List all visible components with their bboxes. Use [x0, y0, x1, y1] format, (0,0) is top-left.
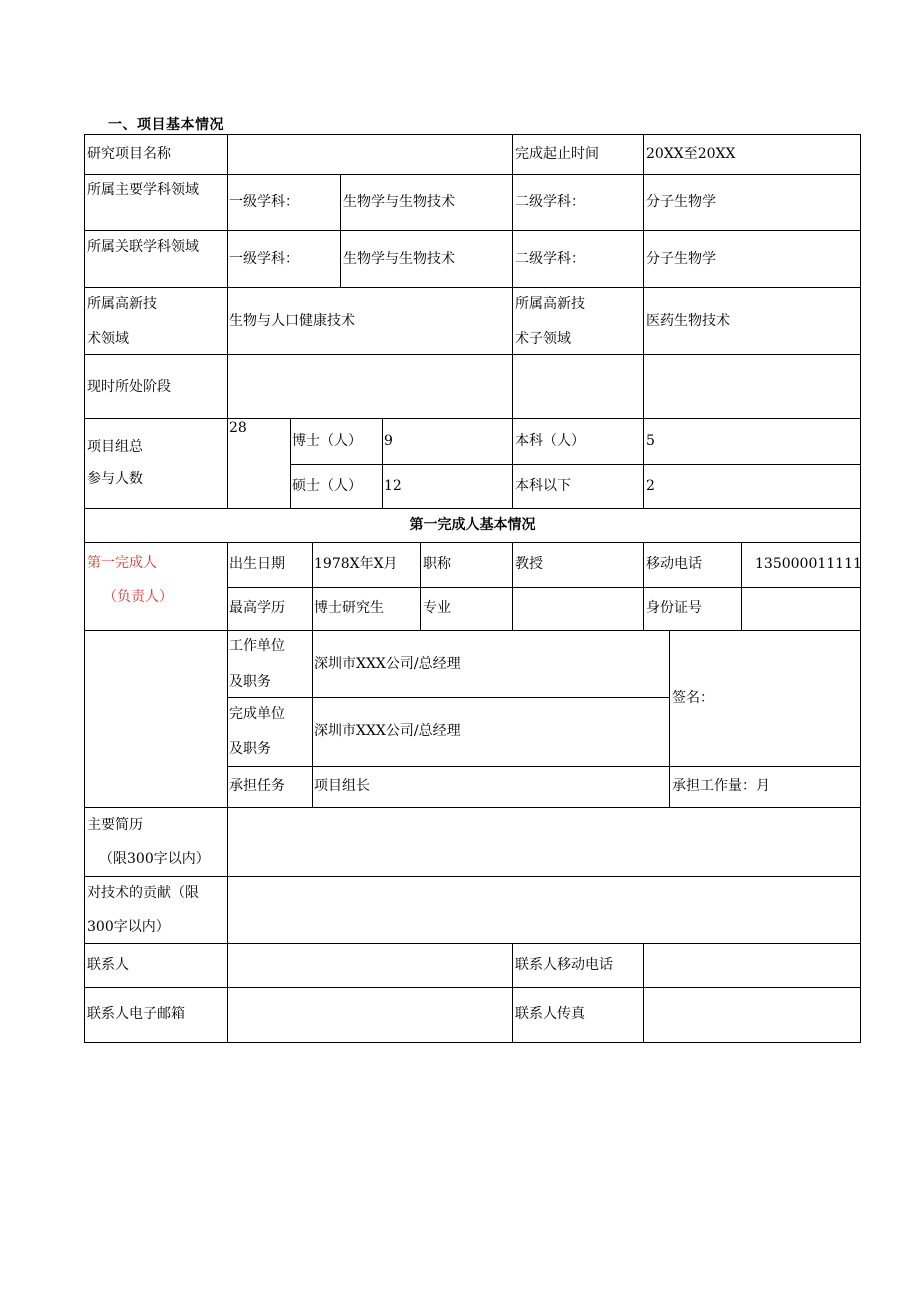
section-title: 一、项目基本情况	[108, 117, 224, 133]
complete-label-1: 完成单位	[229, 706, 285, 722]
main-level2-label: 二级学科：	[515, 194, 585, 210]
table-border	[84, 287, 861, 288]
contrib-label-2: 300字以内）	[87, 919, 170, 935]
resume-label-2: （限300字以内）	[99, 851, 210, 867]
table-border	[643, 134, 644, 508]
assoc-field-label: 所属关联学科领域	[87, 239, 199, 255]
table-border	[84, 630, 861, 631]
table-border	[741, 542, 742, 630]
table-border	[227, 697, 669, 698]
table-border	[512, 943, 513, 1043]
hitech-label-1: 所属高新技	[87, 296, 157, 312]
table-border	[290, 464, 861, 465]
mobile-label: 移动电话	[646, 556, 702, 572]
table-border	[312, 542, 313, 630]
table-border	[420, 542, 421, 630]
phd-label: 博士（人）	[292, 433, 362, 449]
workload-label: 承担工作量：月	[672, 778, 770, 794]
major-label: 专业	[423, 600, 451, 616]
hitech-sub-label-2: 术子领域	[515, 331, 571, 347]
birth-label: 出生日期	[229, 556, 285, 572]
stage-label: 现时所处阶段	[87, 379, 171, 395]
fax-label: 联系人传真	[515, 1006, 585, 1022]
table-border	[84, 134, 85, 1043]
master-label: 硕士（人）	[292, 478, 362, 494]
hitech-sub-value: 医药生物技术	[646, 313, 730, 329]
project-name-label: 研究项目名称	[87, 146, 171, 162]
phd-value: 9	[384, 433, 393, 449]
contrib-label-1: 对技术的贡献（限	[87, 885, 199, 901]
work-label-1: 工作单位	[229, 638, 285, 654]
main-level2-value: 分子生物学	[646, 194, 716, 210]
completion-time-label: 完成起止时间	[515, 146, 599, 162]
table-border	[643, 943, 644, 1043]
table-border	[84, 230, 861, 231]
table-border	[512, 134, 513, 508]
table-border	[290, 418, 291, 508]
table-border	[227, 134, 228, 508]
degree-label: 最高学历	[229, 600, 285, 616]
bachelor-value: 5	[646, 433, 655, 449]
complete-label-2: 及职务	[229, 741, 271, 757]
table-border	[84, 542, 861, 543]
team-label-1: 项目组总	[87, 439, 143, 455]
team-label-2: 参与人数	[87, 471, 143, 487]
table-border	[84, 134, 861, 135]
task-value: 项目组长	[314, 778, 370, 794]
table-border	[860, 134, 861, 1043]
below-bachelor-value: 2	[646, 478, 655, 494]
table-border	[227, 542, 228, 1043]
table-border	[643, 542, 644, 630]
team-total-value: 28	[229, 420, 247, 436]
id-label: 身份证号	[646, 600, 702, 616]
complete-value: 深圳市XXX公司/总经理	[314, 723, 461, 739]
title-value: 教授	[515, 556, 543, 572]
assoc-level2-label: 二级学科：	[515, 251, 585, 267]
table-border	[669, 630, 670, 807]
work-label-2: 及职务	[229, 674, 271, 690]
contact-label: 联系人	[87, 957, 129, 973]
hitech-value: 生物与人口健康技术	[229, 313, 355, 329]
main-field-label: 所属主要学科领域	[87, 182, 199, 198]
person-section-header: 第一完成人基本情况	[409, 517, 536, 533]
assoc-level1-label: 一级学科：	[229, 251, 299, 267]
table-border	[227, 766, 861, 767]
contact-mobile-label: 联系人移动电话	[515, 957, 613, 973]
mobile-value: 135000011111	[755, 556, 862, 572]
table-border	[227, 587, 861, 588]
table-border	[84, 807, 861, 808]
person-label-2: （负责人）	[103, 589, 173, 605]
bachelor-label: 本科（人）	[515, 433, 585, 449]
birth-value: 1978X年X月	[314, 556, 398, 572]
hitech-label-2: 术领域	[87, 331, 129, 347]
table-border	[84, 943, 861, 944]
table-border	[312, 630, 313, 807]
email-label: 联系人电子邮箱	[87, 1006, 185, 1022]
resume-label-1: 主要简历	[87, 817, 143, 833]
table-border	[382, 418, 383, 508]
table-border	[84, 418, 861, 419]
completion-time-value: 20XX至20XX	[646, 146, 736, 162]
below-bachelor-label: 本科以下	[515, 478, 571, 494]
assoc-level1-value: 生物学与生物技术	[343, 251, 455, 267]
main-level1-value: 生物学与生物技术	[343, 194, 455, 210]
table-border	[84, 174, 861, 175]
table-border	[84, 1042, 861, 1043]
hitech-sub-label-1: 所属高新技	[515, 296, 585, 312]
title-label: 职称	[423, 556, 451, 572]
table-border	[340, 174, 341, 287]
degree-value: 博士研究生	[314, 600, 384, 616]
person-label-1: 第一完成人	[87, 555, 157, 571]
table-border	[84, 354, 861, 355]
table-border	[84, 987, 861, 988]
signature-label: 签名：	[672, 690, 714, 706]
work-value: 深圳市XXX公司/总经理	[314, 656, 461, 672]
main-level1-label: 一级学科：	[229, 194, 299, 210]
master-value: 12	[384, 478, 402, 494]
assoc-level2-value: 分子生物学	[646, 251, 716, 267]
table-border	[512, 542, 513, 630]
task-label: 承担任务	[229, 778, 285, 794]
